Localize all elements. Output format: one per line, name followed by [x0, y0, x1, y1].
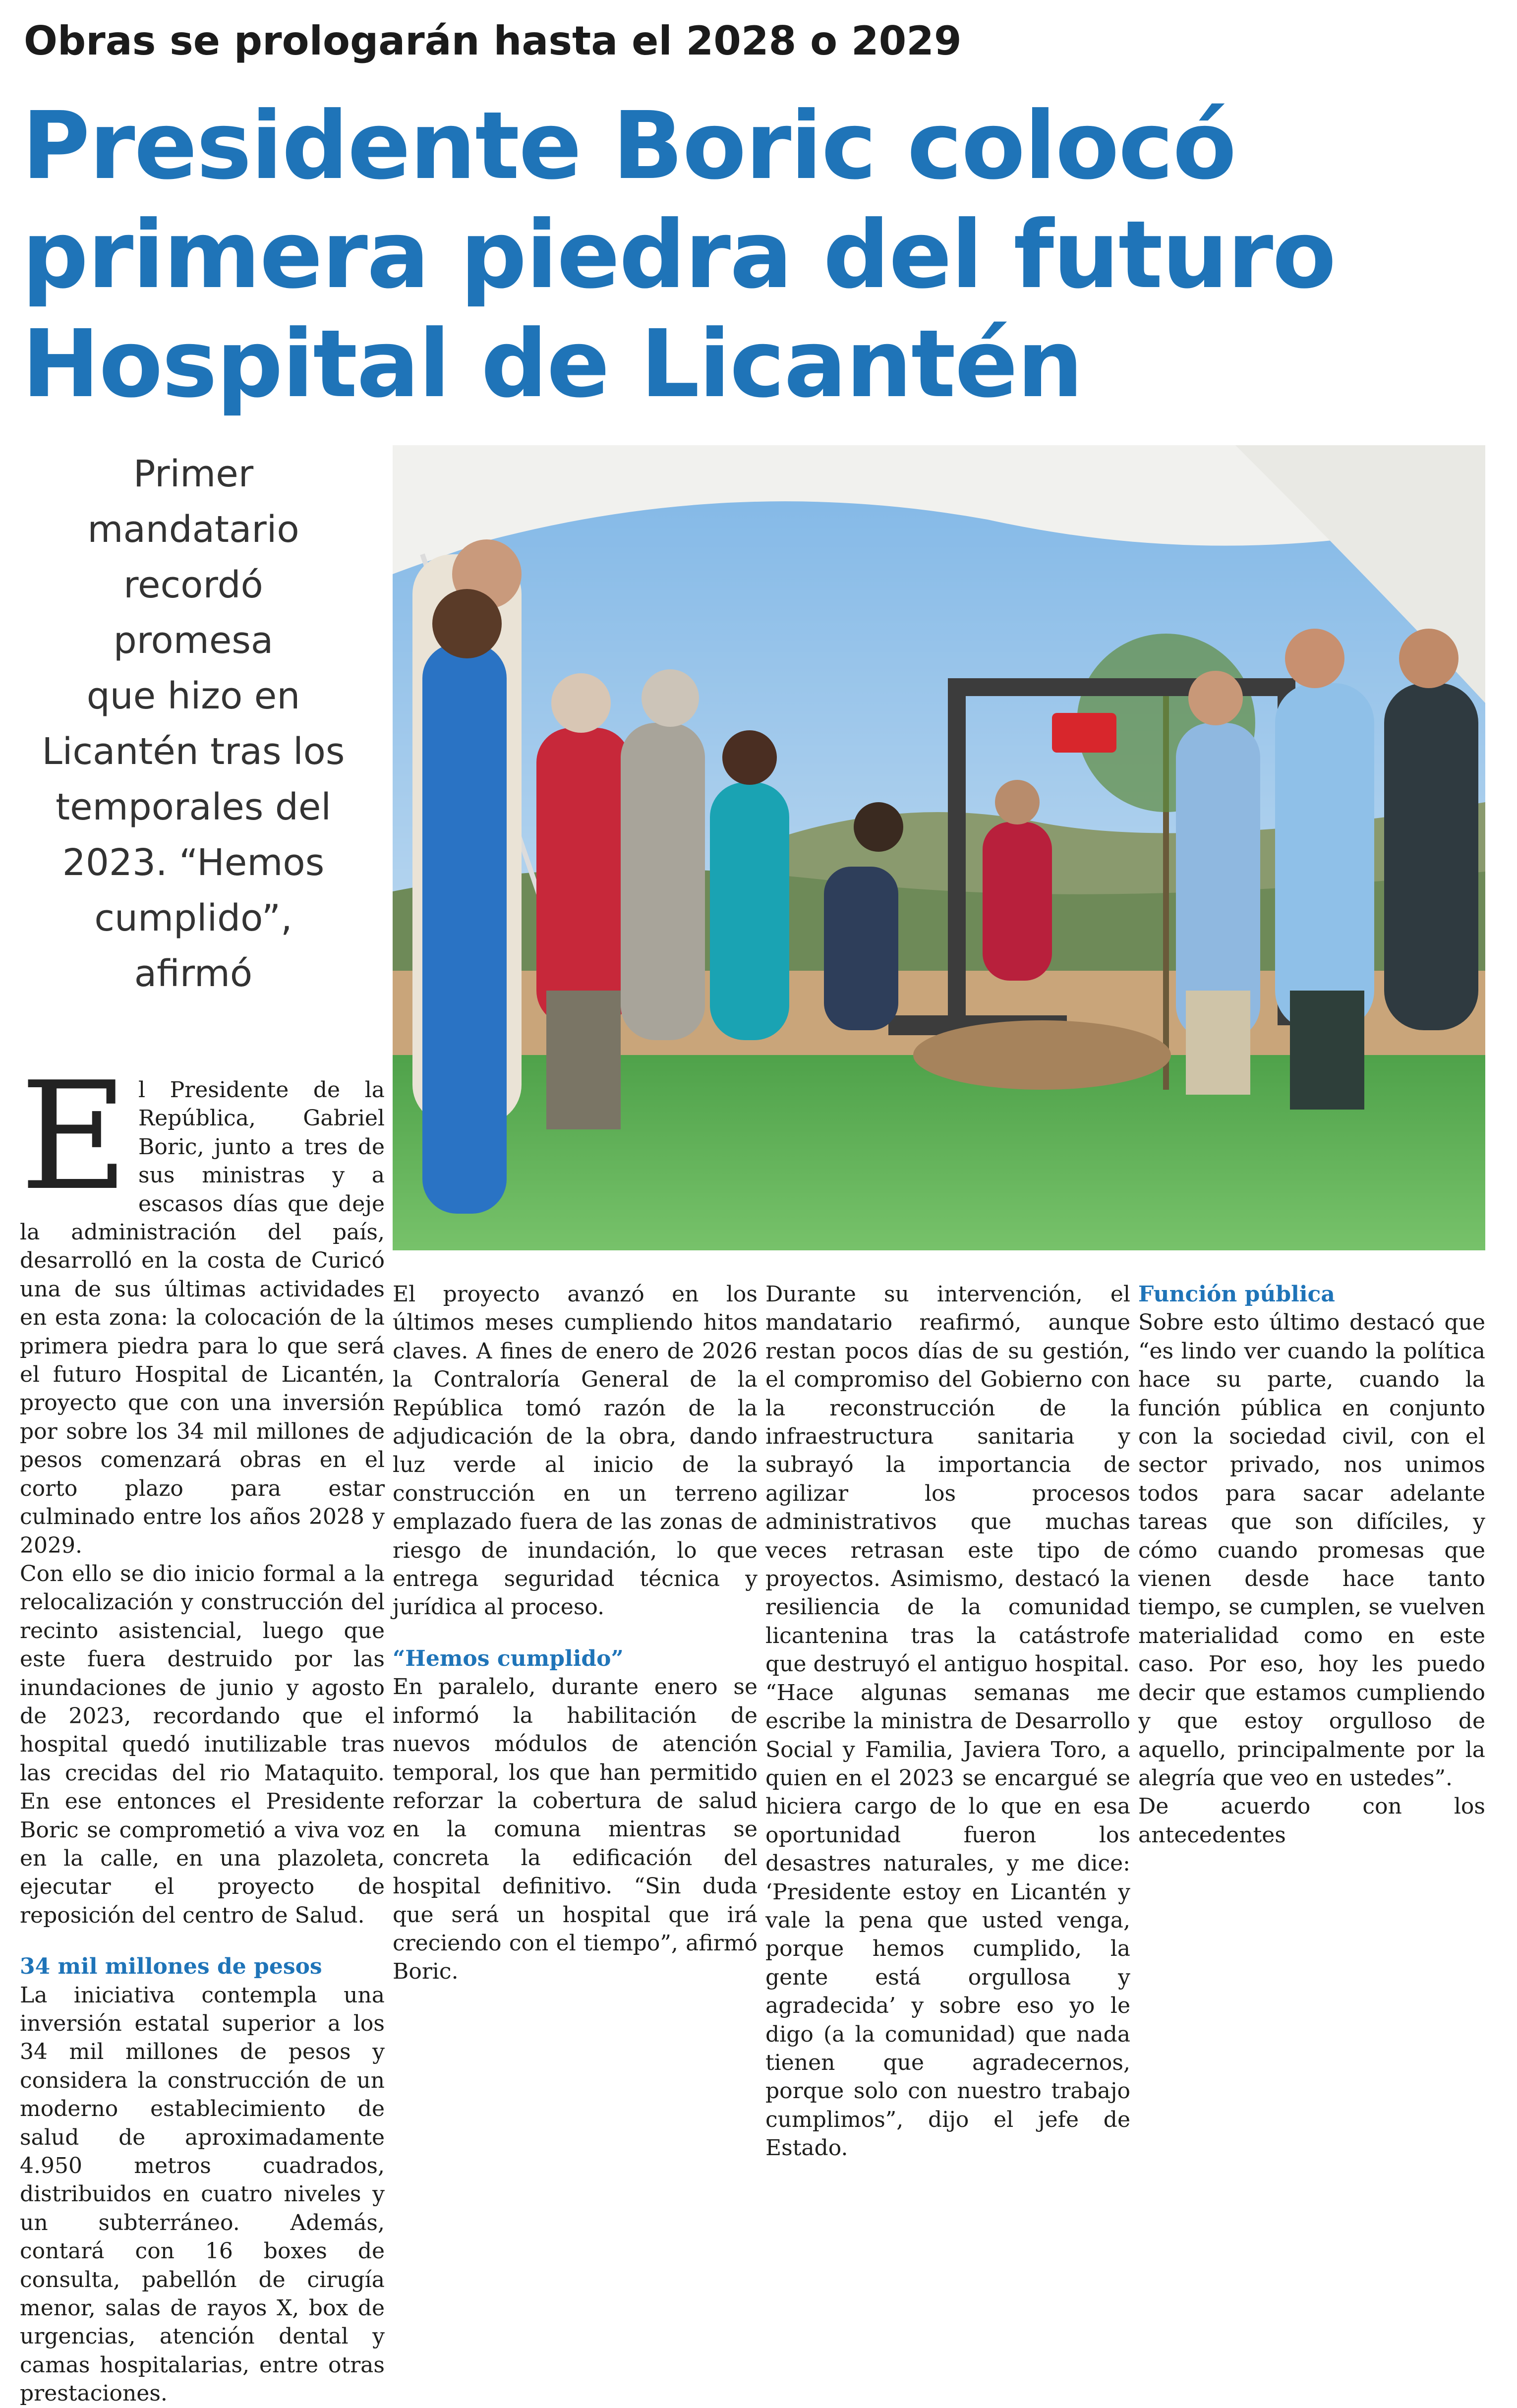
headline — [22, 92, 1499, 419]
paragraph: El proyecto avanzó en los últimos meses cumpliendo hitos claves. A fines de enero de 2026 la Contraloría General de la República tomó razón de la adjudicación de la obra, dando luz verde al inicio de la construcción en un terreno emplazado fuera de las zonas de riesgo de inundación, lo que entrega seguridad técnica y jurídica al proceso. — [393, 1282, 758, 1620]
subheading: 34 mil millones de pesos — [20, 1954, 322, 1980]
subheading: Función pública — [1138, 1282, 1335, 1307]
ceremony-photo — [393, 445, 1485, 1250]
paragraph: l Presidente de la República, Gabriel Boric, junto a tres de sus ministras y a escasos días que deje la administración del país, desarrolló en la costa de Curicó una de sus últimas actividades en esta zona: la colocación de la primera piedra para lo que será el futuro Hospital de Licantén, proyecto que con una inversión por sobre los 34 mil millones de pesos comenzará obras en el corto plazo para estar culminado entre los años 2028 y 2029. — [20, 1077, 385, 1558]
kicker: Obras se prologarán hasta el 2028 o 2029 — [24, 18, 962, 64]
deck-line: temporales del — [56, 786, 331, 828]
article-column-3 — [765, 1280, 1130, 2163]
paragraph: Durante su intervención, el mandatario reafirmó, aunque restan pocos días de su gestión, el compromiso del Gobierno con la reconstrucción de la infraestructura sanitaria y subrayó la importancia de agilizar los procesos administrativos que muchas veces retrasan este tipo de proyectos. Asimismo, destacó la resiliencia de la comunidad licantenina tras la catástrofe que destruyó el antiguo hospital. — [765, 1282, 1130, 1677]
paragraph: De acuerdo con los antecedentes — [1138, 1794, 1485, 1848]
article-column-1 — [20, 1050, 385, 2408]
deck-line: Licantén tras los — [42, 730, 345, 773]
drop-cap: E — [20, 1050, 128, 1223]
paragraph: La iniciativa contempla una inversión estatal superior a los 34 mil millones de pesos y considera la construcción de un moderno establecimiento de salud de aproximadamente 4.950 metros cuadrados, distribuidos en cuatro niveles y un subterráneo. Además, contará con 16 boxes de consulta, pabellón de cirugía menor, salas de rayos X, box de urgencias, atención dental y camas hospitalarias, entre otras prestaciones. — [20, 1982, 385, 2407]
deck-line: promesa — [113, 619, 274, 662]
headline-line-2: primera piedra del futuro — [22, 201, 1336, 309]
subheading: “Hemos cumplido” — [393, 1645, 624, 1671]
deck-line: afirmó — [134, 952, 253, 995]
headline-line-3: Hospital de Licantén — [22, 310, 1083, 418]
deck-line: cumplido”, — [94, 897, 292, 940]
paragraph: “Hace algunas semanas me escribe la ministra de Desarrollo Social y Familia, Javiera Toro, a quien en el 2023 se encargué se hiciera cargo de lo que en esa oportunidad fueron los desastres naturales, y me dice: ‘Presidente estoy en Licantén y vale la pena que usted venga, porque hemos cumplido, la gente está orgullosa y agradecida’ y sobre eso yo le digo (a la comunidad) que nada tienen que agradecernos, porque solo con nuestro trabajo cumplimos”, dijo el jefe de Estado. — [765, 1680, 1130, 2161]
deck-line: 2023. “Hemos — [62, 841, 325, 884]
article-column-4 — [1138, 1280, 1485, 1849]
deck-line: recordó — [123, 564, 263, 606]
article-column-2 — [393, 1280, 758, 1986]
deck-summary — [20, 446, 367, 1001]
deck-line: que hizo en — [86, 675, 300, 717]
paragraph: Sobre esto último destacó que “es lindo ver cuando la política hace su parte, cuando la función pública en conjunto con la sociedad civil, con el sector privado, nos unimos todos para sacar adelante tareas que son difíciles, y cómo cuando promesas que vienen desde hace tanto tiempo, se cumplen, se vuelven materialidad como en este caso. Por eso, hoy les puedo decir que estamos cumpliendo y que estoy orgulloso de aquello, principalmente por la alegría que veo en ustedes”. — [1138, 1310, 1485, 1791]
paragraph: En paralelo, durante enero se informó la habilitación de nuevos módulos de atención temporal, los que han permitido reforzar la cobertura de salud en la comuna mientras se concreta la edificación del hospital definitivo. “Sin duda que será un hospital que irá creciendo con el tiempo”, afirmó Boric. — [393, 1674, 758, 1985]
deck-line: mandatario — [87, 508, 299, 551]
deck-line: Primer — [133, 453, 254, 495]
paragraph: Con ello se dio inicio formal a la relocalización y construcción del recinto asistencial, luego que este fuera destruido por las inundaciones de junio y agosto de 2023, recordando que el hospital quedó inutilizable tras las crecidas del rio Mataquito. En ese entonces el Presidente Boric se comprometió a viva voz en la calle, en una plazoleta, ejecutar el proyecto de reposición del centro de Salud. — [20, 1561, 385, 1928]
headline-line-1: Presidente Boric colocó — [22, 92, 1236, 200]
